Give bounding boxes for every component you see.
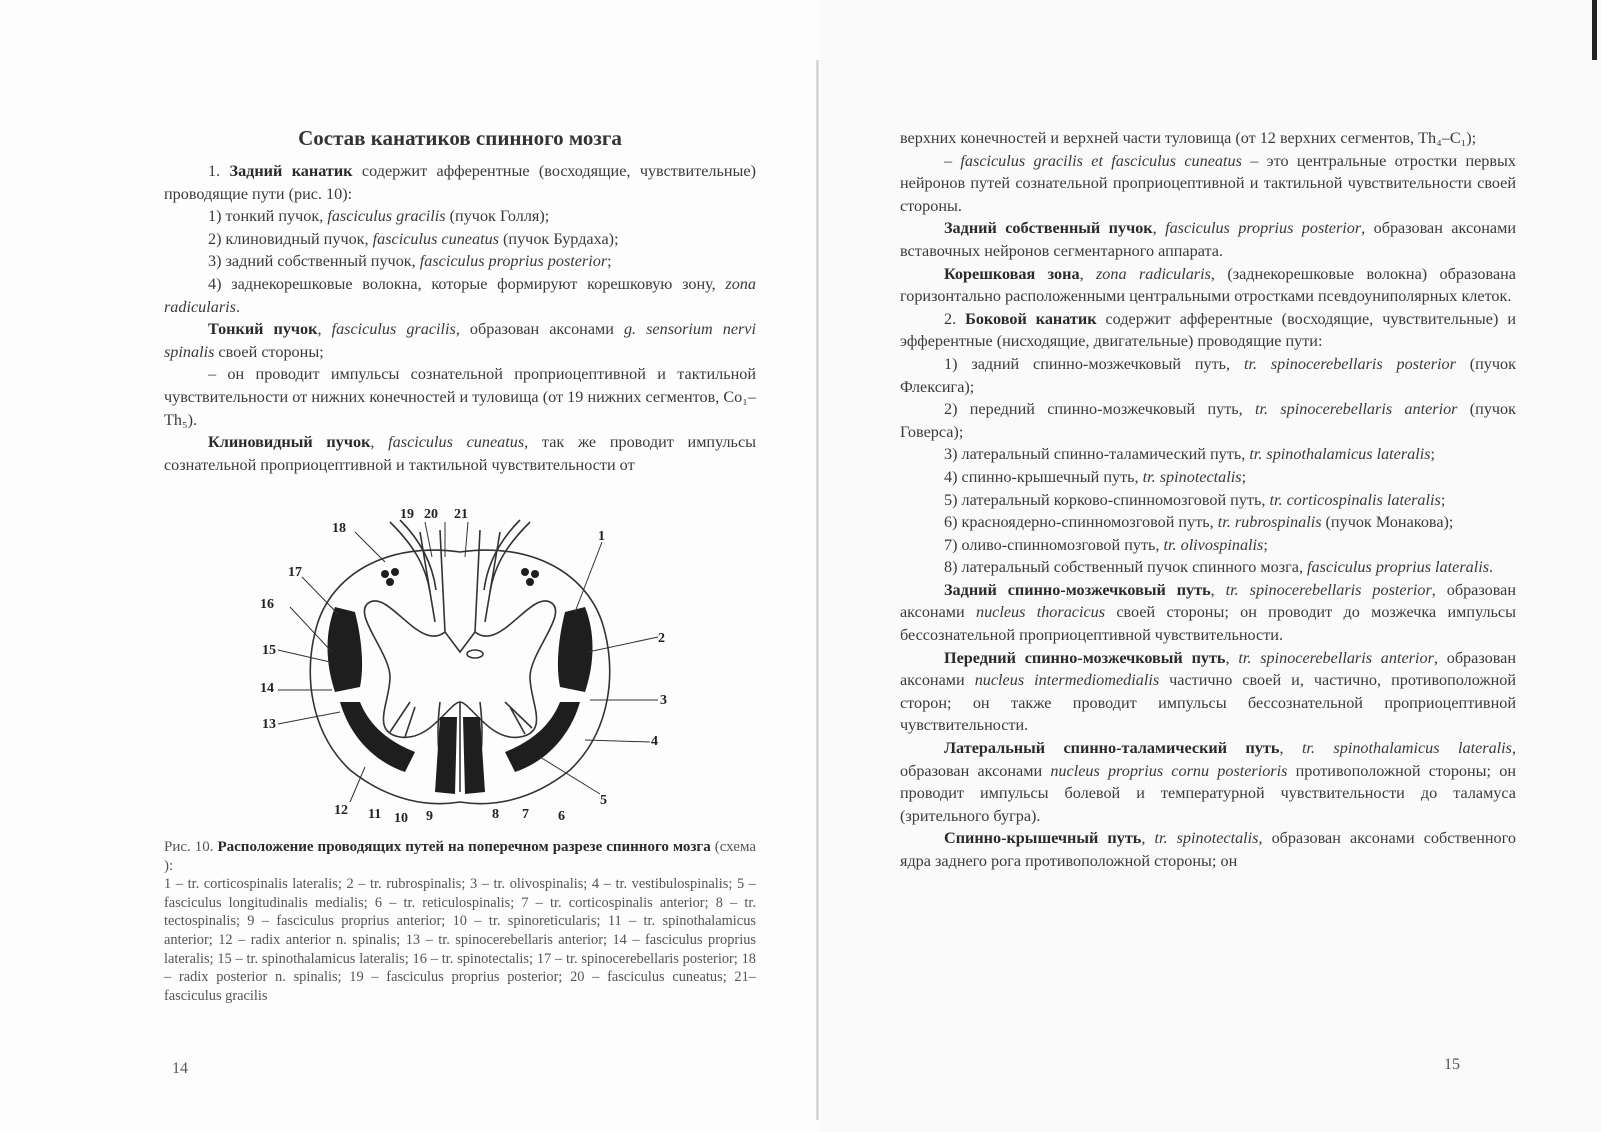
list-item: 7) оливо-спинномозговой путь, tr. olivospinalis; xyxy=(944,535,1268,554)
book-gutter xyxy=(816,60,819,1120)
list-item: 4) спинно-крышечный путь, tr. spinotectalis; xyxy=(944,467,1247,486)
list-item: 2) клиновидный пучок, fasciculus cuneatus (пучок Бурдаха); xyxy=(208,229,619,248)
paragraph-gracilis-function: – он проводит импульсы сознательной проприоцептивной и тактильной чувствительности от нижних конечностей и туловища (от 19 нижних сегментов, Co₁–Th₅). xyxy=(164,365,756,429)
paragraph-spinocerebellar-posterior: Задний спинно-мозжечковый путь, tr. spinocerebellaris posterior, образован аксонами nucleus thoracicus своей стороны; он проводит до мозжечка импульсы бессознательной проприоцептивной чувствительности. xyxy=(900,580,1517,645)
figure-label: 10 xyxy=(394,811,408,826)
term-posterior-funiculus: Задний канатик xyxy=(229,162,353,180)
list-item: 2) передний спинно-мозжечковый путь, tr. spinocerebellaris anterior (пучок Говерса); xyxy=(900,400,1517,441)
figure-label: 13 xyxy=(262,717,276,732)
section-title: Состав канатиков спинного мозга xyxy=(298,126,622,150)
list-item: 6) красноядерно-спинномозговой путь, tr. rubrospinalis (пучок Монакова); xyxy=(944,513,1454,532)
figure-label: 11 xyxy=(368,807,382,822)
paragraph-radicular-zone: Корешковая зона, zona radicularis, (заднекорешковые волокна) образована горизонтально расположенными центральными отростками псевдоуниполярных клеток. xyxy=(900,264,1516,306)
paragraph-spinothalamic-lateral: Латеральный спинно-таламический путь, tr. spinothalamicus lateralis, образован аксонами nucleus proprius cornu posterioris противоположной стороны; он проводит импульсы болевой и температурной чувствительности до таламуса (зрительного бугра). xyxy=(900,739,1517,825)
paragraph-continuation: верхних конечностей и верхней части туловища (от 12 верхних сегментов, Th₄–C₁); xyxy=(900,129,1477,147)
figure-label: 12 xyxy=(334,803,348,818)
figure-label: 14 xyxy=(260,681,274,696)
paragraph-spinotectal: Спинно-крышечный путь, tr. spinotectalis, образован аксонами собственного ядра заднего рога противоположной стороны; он xyxy=(900,829,1516,870)
figure-label: 2 xyxy=(658,631,665,646)
page-number-left: 14 xyxy=(172,1060,188,1077)
list-item: 1) тонкий пучок, fasciculus gracilis (пучок Голля); xyxy=(208,207,550,226)
figure-label: 9 xyxy=(426,809,433,824)
figure-label: 5 xyxy=(600,793,607,808)
paragraph-proprius-posterior: Задний собственный пучок, fasciculus proprius posterior, образован аксонами вставочных нейронов сегментарного аппарата. xyxy=(900,219,1516,260)
figure-label: 16 xyxy=(260,597,274,612)
list-item: 1) задний спинно-мозжечковый путь, tr. spinocerebellaris posterior (пучок Флексига); xyxy=(900,354,1516,396)
figure-label: 21 xyxy=(454,507,468,522)
list-item: 3) задний собственный пучок, fasciculus proprius posterior; xyxy=(208,252,612,271)
figure-label: 8 xyxy=(492,807,499,822)
caption-legend: 1 – tr. corticospinalis lateralis; 2 – tr. rubrospinalis; 3 – tr. olivospinalis; 4 – tr. vestibulospinalis; 5 – fasciculus longitudinalis medialis; 6 – tr. reticulospinalis; 7 – tr. corticospinalis anterior; 8 – tr. tectospinalis; 9 – fasciculus proprius anterior; 10 – tr. spinoreticularis; 11 – tr. spinothalamicus anterior; 12 – radix anterior n. spinalis; 13 – tr. spinocerebellaris anterior; 14 – fasciculus proprius lateralis; 15 – tr. spinothalamicus lateralis; 16 – tr. spinotectalis; 17 – tr. spinocerebellaris posterior; 18 – radix posterior n. spinalis; 19 – fasciculus proprius posterior; 20 – fasciculus cuneatus; 21– fasciculus gracilis xyxy=(164,876,756,1004)
list-item: 4) заднекорешковые волокна, которые формируют корешковую зону, zona radicularis. xyxy=(164,274,756,316)
paragraph-posterior-funiculus: 1. Задний канатик содержит афферентные (восходящие, чувствительные) проводящие пути (рис. 10): xyxy=(164,162,757,203)
figure-label: 18 xyxy=(332,521,346,536)
figure-label: 4 xyxy=(651,734,658,749)
left-text-column xyxy=(164,160,756,476)
figure-caption xyxy=(164,838,756,1005)
figure-label: 7 xyxy=(522,807,529,822)
right-text-column xyxy=(900,127,1516,873)
right-page xyxy=(822,0,1601,1132)
figure-label: 20 xyxy=(424,507,438,522)
list-item: 8) латеральный собственный пучок спинного мозга, fasciculus proprius lateralis. xyxy=(944,558,1494,577)
page-number-right: 15 xyxy=(1444,1056,1460,1073)
figure-label: 6 xyxy=(558,809,565,824)
list-item: 5) латеральный корково-спинномозговой путь, tr. corticospinalis lateralis; xyxy=(944,490,1446,509)
paragraph-lateral-funiculus: 2. Боковой канатик содержит афферентные (восходящие, чувствительные) и эфферентные (нисходящие, двигательные) проводящие пути: xyxy=(900,309,1517,351)
paragraph-gracilis-cuneatus: – fasciculus gracilis et fasciculus cuneatus – это центральные отростки первых нейронов путей сознательной проприоцептивной и тактильной чувствительности своей стороны. xyxy=(900,151,1517,215)
figure-label: 3 xyxy=(660,693,667,708)
figure-label: 17 xyxy=(288,565,302,580)
spinal-cord-cross-section-figure xyxy=(240,502,680,832)
figure-label: 15 xyxy=(262,643,276,658)
figure-label: 1 xyxy=(598,529,605,544)
list-item: 3) латеральный спинно-таламический путь, tr. spinothalamicus lateralis; xyxy=(944,445,1436,464)
caption-heading: Рис. 10. Расположение проводящих путей на поперечном разрезе спинного мозга (схема ): xyxy=(164,839,756,874)
paragraph-gracilis: Тонкий пучок, fasciculus gracilis, образован аксонами g. sensorium nervi spinalis своей стороны; xyxy=(164,320,756,361)
paragraph-cuneatus: Клиновидный пучок, fasciculus cuneatus, так же проводит импульсы сознательной проприоцептивной и тактильной чувствительности от xyxy=(164,433,756,474)
paragraph-spinocerebellar-anterior: Передний спинно-мозжечковый путь, tr. spinocerebellaris anterior, образован аксонами nucleus intermediomedialis частично своей и, частично, противоположной сторон; он также проводит импульсы бессознательной проприоцептивной чувствительности. xyxy=(900,648,1517,735)
figure-label: 19 xyxy=(400,507,414,522)
scan-edge-mark xyxy=(1592,0,1597,60)
